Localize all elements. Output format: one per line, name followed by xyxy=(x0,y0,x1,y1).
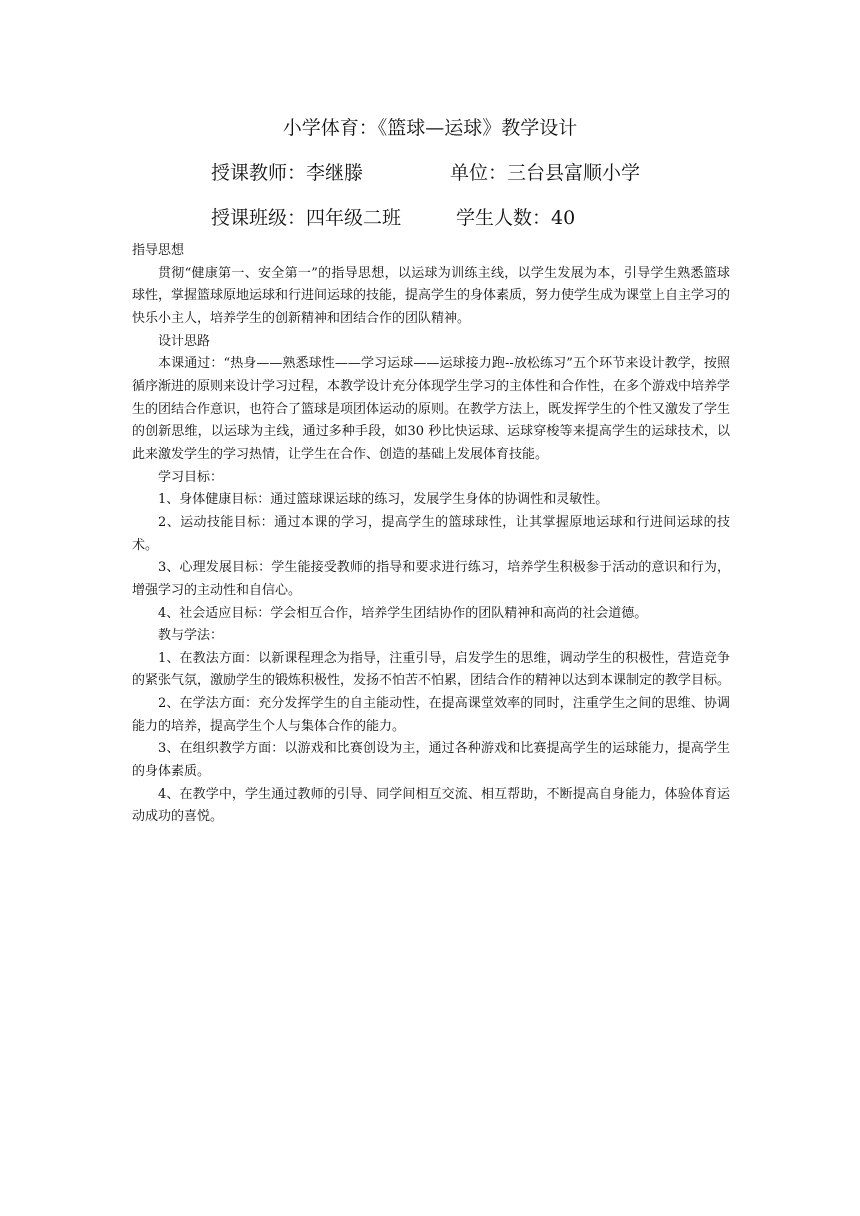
design-paragraph: 本课通过：“热身——熟悉球性——学习运球——运球接力跑--放松练习”五个环节来设计教学，按照循序渐进的原则来设计学习过程，本教学设计充分体现学生学习的主体性和合作性，在多个游戏中培养学生的团结合作意识，也符合了篮球是项团体运动的原则。在教学方法上，既发挥学生的个性又激发了学生的创新思维，以运球为主线，通过多种手段，如30 秒比快运球、运球穿梭等来提高学生的运球技术，以此来激发学生的学习热情，让学生在合作、创造的基础上发展体育技能。 xyxy=(132,356,731,462)
objective-item: 2、运动技能目标：通过本课的学习，提高学生的篮球球性，让其掌握原地运球和行进间运球的技术。 xyxy=(132,514,730,553)
objective-item: 3、心理发展目标：学生能接受教师的指导和要求进行练习，培养学生积极参于活动的意识和行为，增强学习的主动性和自信心。 xyxy=(132,560,730,598)
document-body xyxy=(132,240,730,829)
guiding-heading: 指导思想 xyxy=(132,243,185,258)
teacher-line: 授课教师：李继滕 xyxy=(211,162,364,184)
unit-line: 单位：三台县富顺小学 xyxy=(450,162,641,184)
objective-item: 4、社会适应目标：学会相互合作，培养学生团结协作的团队精神和高尚的社会道德。 xyxy=(158,605,648,621)
method-item: 4、在教学中，学生通过教师的引导、同学间相互交流、相互帮助，不断提高自身能力，体验体育运动成功的喜悦。 xyxy=(132,786,730,825)
method-item: 2、在学法方面：充分发挥学生的自主能动性，在提高课堂效率的同时，注重学生之间的思维、协调能力的培养，提高学生个人与集体合作的能力。 xyxy=(132,696,730,734)
method-item: 1、在教法方面：以新课程理念为指导，注重引导，启发学生的思维，调动学生的积极性，营造竞争的紧张气氛，激励学生的锻炼积极性，发扬不怕苦不怕累，团结合作的精神以达到本课制定的教学目标。 xyxy=(132,650,731,689)
student-count-line: 学生人数：40 xyxy=(456,207,576,229)
method-item: 3、在组织教学方面：以游戏和比赛创设为主，通过各种游戏和比赛提高学生的运球能力，提高学生的身体素质。 xyxy=(132,741,730,780)
class-line: 授课班级：四年级二班 xyxy=(211,207,402,229)
document-title: 小学体育：《篮球—运球》教学设计 xyxy=(282,117,578,139)
design-heading: 设计思路 xyxy=(158,333,211,349)
objective-item: 1、身体健康目标：通过篮球课运球的练习，发展学生身体的协调性和灵敏性。 xyxy=(158,492,609,508)
objectives-heading: 学习目标： xyxy=(158,469,224,485)
methods-heading: 教与学法： xyxy=(158,628,224,644)
guiding-paragraph: 贯彻“健康第一、安全第一”的指导思想，以运球为训练主线，以学生发展为本，引导学生熟悉篮球球性，掌握篮球原地运球和行进间运球的技能，提高学生的身体素质，努力使学生成为课堂上自主学习的快乐小主人，培养学生的创新精神和团结合作的团队精神。 xyxy=(132,265,731,326)
